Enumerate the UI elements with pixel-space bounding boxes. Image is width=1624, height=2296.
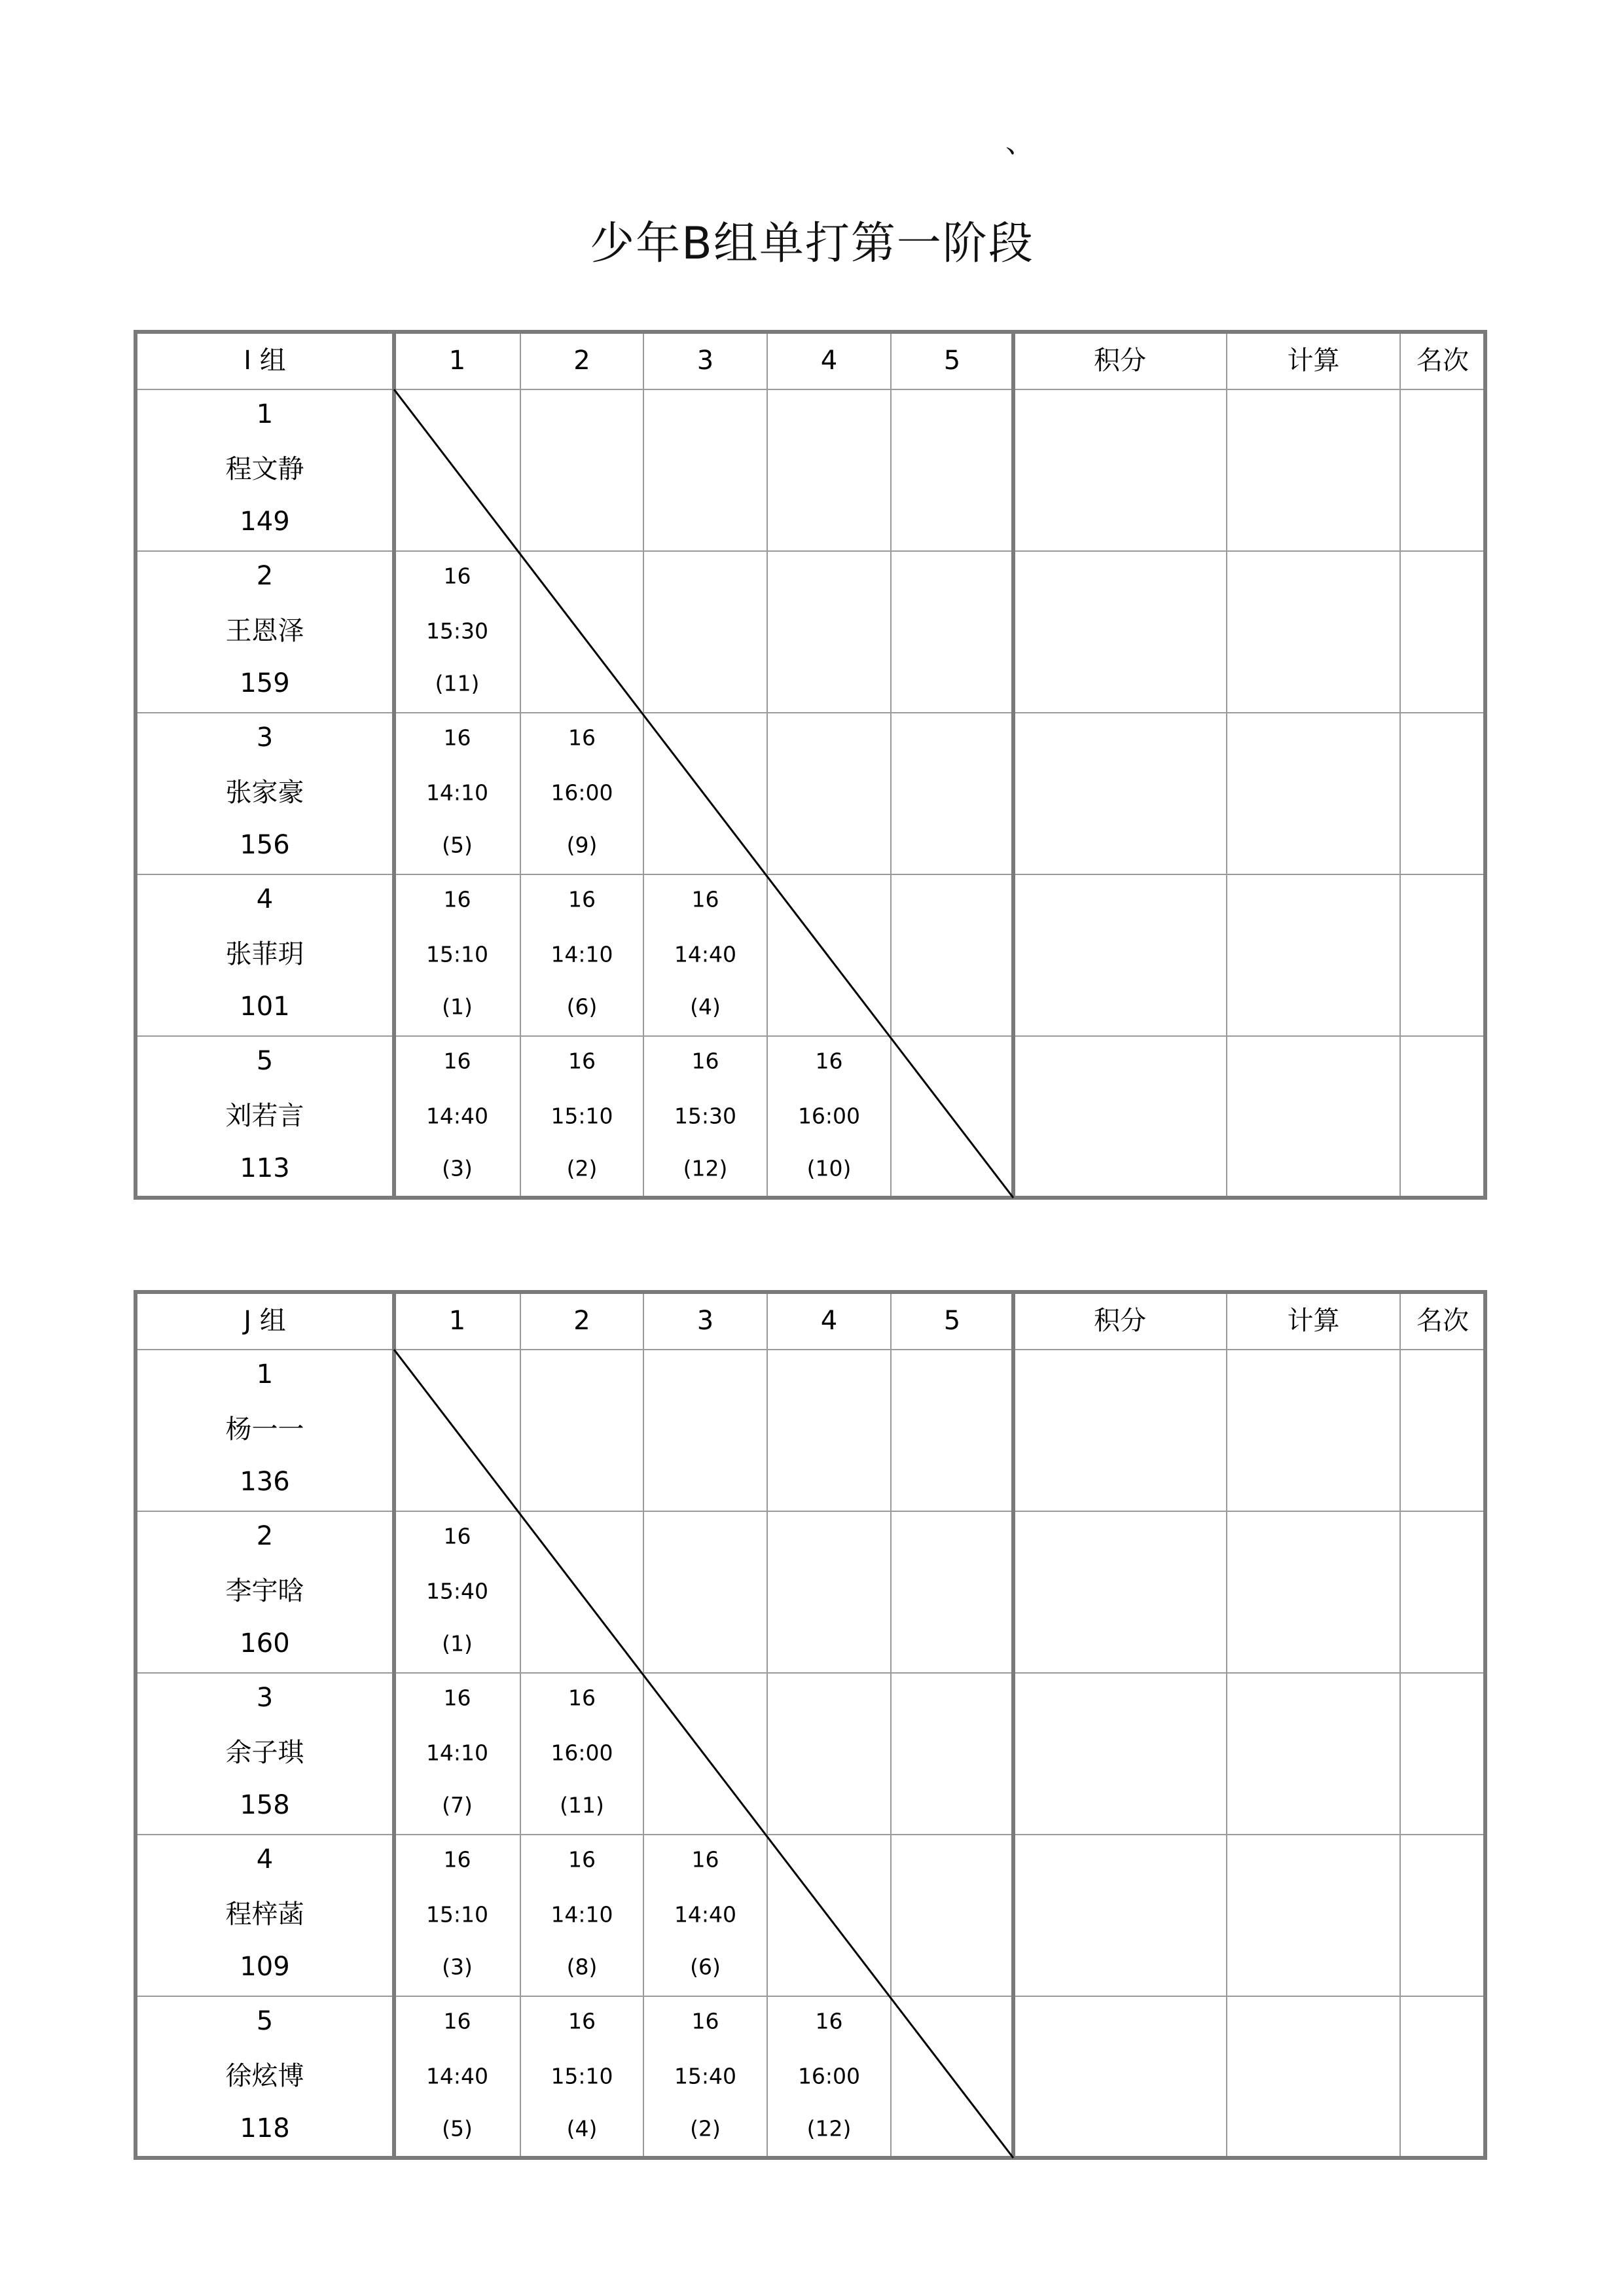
- column-header: 5: [943, 1306, 961, 1336]
- match-date: 16: [568, 1685, 596, 1711]
- match-date: 16: [568, 1846, 596, 1873]
- match-time: 15:10: [550, 1103, 613, 1129]
- column-header: 4: [820, 1306, 838, 1336]
- player-name: 张家豪: [225, 778, 304, 808]
- corner-mark: 、: [1005, 126, 1034, 159]
- match-date: 16: [691, 1846, 719, 1873]
- match-table: (12): [683, 1155, 728, 1181]
- player-id: 118: [240, 2113, 290, 2144]
- player-id: 158: [240, 1790, 290, 1820]
- column-header: 2: [573, 1306, 590, 1336]
- match-table: (10): [806, 1155, 852, 1181]
- match-table: (2): [566, 1155, 598, 1181]
- match-date: 16: [568, 725, 596, 751]
- player-name: 余子琪: [225, 1738, 304, 1768]
- match-time: 15:10: [425, 941, 489, 967]
- match-date: 16: [691, 886, 719, 912]
- match-date: 16: [443, 725, 471, 751]
- player-number: 1: [256, 399, 274, 429]
- match-time: 16:00: [550, 1740, 613, 1766]
- match-time: 15:40: [674, 2063, 737, 2089]
- column-header: 1: [448, 1306, 466, 1336]
- match-table: (12): [806, 2115, 852, 2142]
- column-header: 5: [943, 346, 961, 376]
- match-table: (2): [690, 2115, 721, 2142]
- player-id: 109: [240, 1952, 290, 1982]
- column-header: 1: [448, 346, 466, 376]
- column-header: 计算: [1287, 346, 1340, 376]
- player-name: 刘若言: [225, 1101, 304, 1131]
- player-number: 2: [256, 1521, 274, 1551]
- match-date: 16: [691, 1048, 719, 1074]
- player-name: 程梓菡: [225, 1899, 304, 1929]
- match-table: (4): [566, 2115, 598, 2142]
- player-id: 101: [240, 992, 290, 1022]
- match-time: 14:10: [425, 780, 489, 806]
- match-date: 16: [568, 886, 596, 912]
- column-header: 3: [696, 1306, 714, 1336]
- player-id: 149: [240, 507, 290, 537]
- group-table-j: [135, 1291, 1485, 2159]
- match-date: 16: [443, 1048, 471, 1074]
- player-id: 136: [240, 1467, 290, 1497]
- match-time: 16:00: [797, 1103, 861, 1129]
- player-name: 徐炫博: [225, 2061, 304, 2091]
- column-header: 4: [820, 346, 838, 376]
- match-table: (4): [690, 994, 721, 1020]
- player-number: 3: [256, 1683, 274, 1713]
- match-date: 16: [443, 2008, 471, 2034]
- match-table: (11): [435, 670, 480, 696]
- column-header: 2: [573, 346, 590, 376]
- player-number: 5: [256, 2006, 274, 2036]
- match-time: 16:00: [797, 2063, 861, 2089]
- player-number: 2: [256, 561, 274, 591]
- match-table: (3): [442, 1155, 473, 1181]
- column-header: 名次: [1416, 1306, 1469, 1336]
- column-header: 积分: [1094, 346, 1146, 376]
- match-time: 15:30: [674, 1103, 737, 1129]
- player-number: 5: [256, 1046, 274, 1076]
- match-table: (1): [442, 994, 473, 1020]
- player-number: 4: [256, 884, 274, 914]
- player-id: 113: [240, 1153, 290, 1183]
- player-name: 张菲玥: [225, 939, 304, 969]
- match-table: (3): [442, 1954, 473, 1980]
- match-table: (5): [442, 832, 473, 858]
- match-time: 14:40: [425, 1103, 489, 1129]
- match-table: (9): [566, 832, 598, 858]
- match-time: 15:10: [425, 1901, 489, 1928]
- match-date: 16: [568, 1048, 596, 1074]
- match-table: (6): [566, 994, 598, 1020]
- player-number: 1: [256, 1359, 274, 1390]
- match-time: 14:40: [674, 941, 737, 967]
- match-table: (1): [442, 1630, 473, 1657]
- player-id: 156: [240, 830, 290, 860]
- match-table: (7): [442, 1792, 473, 1818]
- player-id: 159: [240, 668, 290, 698]
- match-date: 16: [443, 1846, 471, 1873]
- match-table: (11): [560, 1792, 604, 1818]
- match-date: 16: [443, 1523, 471, 1549]
- match-table: (8): [566, 1954, 598, 1980]
- table-border: [135, 332, 1485, 1198]
- column-header: 名次: [1416, 346, 1469, 376]
- match-table: (6): [690, 1954, 721, 1980]
- match-date: 16: [568, 2008, 596, 2034]
- player-id: 160: [240, 1628, 290, 1659]
- match-date: 16: [691, 2008, 719, 2034]
- match-date: 16: [815, 2008, 843, 2034]
- match-table: (5): [442, 2115, 473, 2142]
- column-header: 计算: [1287, 1306, 1340, 1336]
- match-date: 16: [815, 1048, 843, 1074]
- column-header: 3: [696, 346, 714, 376]
- match-time: 14:10: [550, 941, 613, 967]
- player-name: 王恩泽: [225, 616, 304, 646]
- player-name: 杨一一: [225, 1414, 304, 1444]
- match-date: 16: [443, 563, 471, 589]
- group-label: J 组: [244, 1306, 286, 1336]
- match-time: 15:40: [425, 1578, 489, 1604]
- match-time: 14:40: [674, 1901, 737, 1928]
- match-date: 16: [443, 1685, 471, 1711]
- page-title: 少年B组单打第一阶段: [590, 218, 1034, 270]
- player-name: 李宇晗: [225, 1576, 304, 1606]
- match-time: 14:10: [550, 1901, 613, 1928]
- group-label: I 组: [244, 346, 286, 376]
- match-time: 15:30: [425, 618, 489, 644]
- player-number: 3: [256, 723, 274, 753]
- player-number: 4: [256, 1844, 274, 1874]
- group-grid: [135, 1291, 1485, 2159]
- match-date: 16: [443, 886, 471, 912]
- match-time: 15:10: [550, 2063, 613, 2089]
- group-table-i: [135, 331, 1485, 1199]
- match-time: 14:10: [425, 1740, 489, 1766]
- table-border: [135, 1292, 1485, 2158]
- match-time: 16:00: [550, 780, 613, 806]
- player-name: 程文静: [225, 454, 304, 484]
- match-time: 14:40: [425, 2063, 489, 2089]
- group-grid: [135, 331, 1485, 1199]
- column-header: 积分: [1094, 1306, 1146, 1336]
